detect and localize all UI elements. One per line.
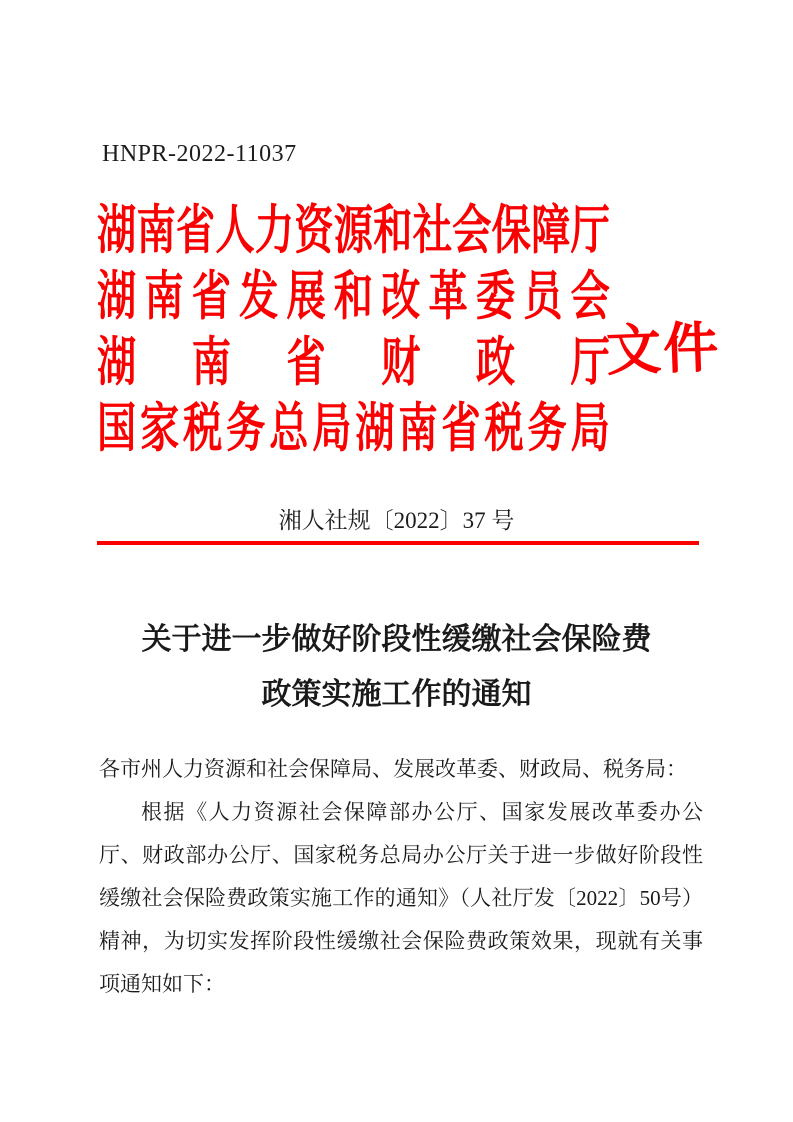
document-body bbox=[99, 748, 703, 1006]
red-divider-rule bbox=[97, 541, 699, 545]
document-title-line-1: 关于进一步做好阶段性缓缴社会保险费 bbox=[141, 623, 652, 656]
document-title-line-2: 政策实施工作的通知 bbox=[261, 678, 532, 711]
salutation-line: 各市州人力资源和社会保障局、发展改革委、财政局、税务局： bbox=[99, 757, 687, 781]
issuer-line-1: 湖南省人力资源和社会保障厅 bbox=[97, 202, 610, 260]
issuer-line-2: 湖南省发展和改革委员会 bbox=[97, 268, 610, 326]
file-label: 文件 bbox=[605, 317, 722, 382]
document-registration-code: HNPR-2022-11037 bbox=[102, 141, 297, 167]
document-number: 湘人社规〔2022〕37 号 bbox=[278, 508, 515, 533]
issuer-line-4: 国家税务总局湖南省税务局 bbox=[97, 400, 610, 458]
document-title bbox=[0, 612, 793, 722]
red-letterhead bbox=[97, 198, 610, 462]
issuer-line-3: 湖南省财政厅 bbox=[97, 334, 610, 392]
body-paragraph: 根据《人力资源社会保障部办公厅、国家发展改革委办公厅、财政部办公厅、国家税务总局办公厅关于进一步做好阶段性缓缴社会保险费政策实施工作的通知》（人社厅发〔2022〕50号）精神，为切实发挥阶段性缓缴社会保险费政策效果，现就有关事项通知如下： bbox=[99, 800, 703, 996]
